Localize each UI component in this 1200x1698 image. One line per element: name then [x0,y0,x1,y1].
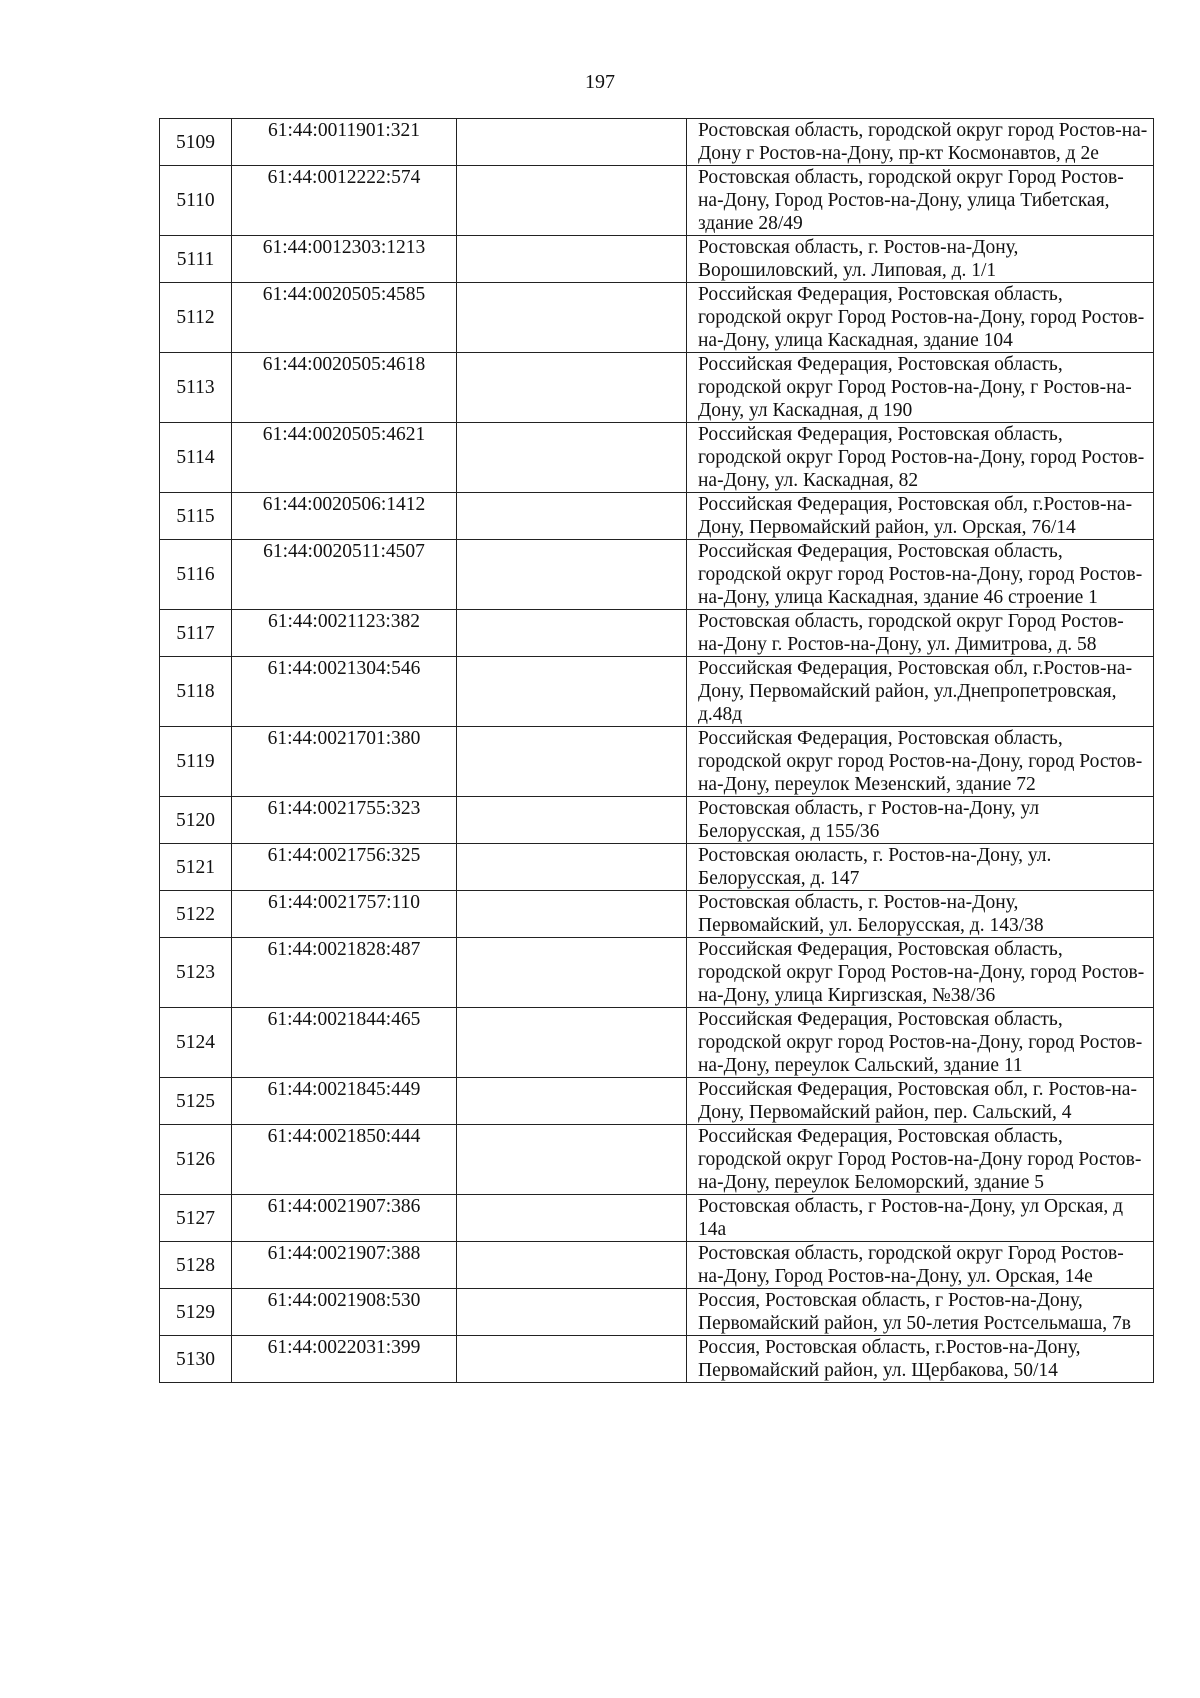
row-number-cell: 5119 [160,727,232,797]
row-number-cell: 5127 [160,1195,232,1242]
cadastral-number-cell: 61:44:0021844:465 [232,1008,457,1078]
page-number: 197 [585,71,615,93]
table-row [160,166,1154,236]
row-number-cell: 5110 [160,166,232,236]
table-row [160,610,1154,657]
row-number-cell: 5126 [160,1125,232,1195]
cadastral-number-cell: 61:44:0021850:444 [232,1125,457,1195]
empty-cell [457,610,687,657]
cadastral-number-cell: 61:44:0021845:449 [232,1078,457,1125]
table-row [160,1242,1154,1289]
address-cell: Ростовская область, городской округ Город Ростов-на-Дону, Город Ростов-на-Дону, улица Тибетская, здание 28/49 [687,166,1154,236]
registry-table-body [160,119,1154,1383]
row-number-cell: 5122 [160,891,232,938]
address-cell: Россия, Ростовская область, г.Ростов-на-Дону, Первомайский район, ул. Щербакова, 50/14 [687,1336,1154,1383]
empty-cell [457,938,687,1008]
cadastral-number-cell: 61:44:0011901:321 [232,119,457,166]
cadastral-number-cell: 61:44:0021908:530 [232,1289,457,1336]
table-row [160,797,1154,844]
address-cell: Российская Федерация, Ростовская область, городской округ Город Ростов-на-Дону, город Ростов-на-Дону, ул. Каскадная, 82 [687,423,1154,493]
row-number-cell: 5115 [160,493,232,540]
empty-cell [457,236,687,283]
table-row [160,283,1154,353]
address-cell: Российская Федерация, Ростовская обл, г.Ростов-на-Дону, Первомайский район, ул.Днепропетровская, д.48д [687,657,1154,727]
empty-cell [457,657,687,727]
table-row [160,1289,1154,1336]
empty-cell [457,797,687,844]
table-row [160,891,1154,938]
empty-cell [457,844,687,891]
address-cell: Российская Федерация, Ростовская область, городской округ Город Ростов-на-Дону, город Ростов-на-Дону, улица Каскадная, здание 104 [687,283,1154,353]
table-row [160,236,1154,283]
table-row [160,540,1154,610]
row-number-cell: 5118 [160,657,232,727]
address-cell: Российская Федерация, Ростовская область, городской округ Город Ростов-на-Дону, город Ростов-на-Дону, улица Киргизская, №38/36 [687,938,1154,1008]
address-cell: Ростовская область, г. Ростов-на-Дону, Ворошиловский, ул. Липовая, д. 1/1 [687,236,1154,283]
row-number-cell: 5117 [160,610,232,657]
empty-cell [457,1289,687,1336]
cadastral-number-cell: 61:44:0020511:4507 [232,540,457,610]
table-row [160,493,1154,540]
row-number-cell: 5114 [160,423,232,493]
empty-cell [457,1242,687,1289]
row-number-cell: 5113 [160,353,232,423]
cadastral-number-cell: 61:44:0020505:4621 [232,423,457,493]
empty-cell [457,353,687,423]
address-cell: Ростовская область, г. Ростов-на-Дону, Первомайский, ул. Белорусская, д. 143/38 [687,891,1154,938]
table-row [160,1125,1154,1195]
cadastral-number-cell: 61:44:0020506:1412 [232,493,457,540]
cadastral-number-cell: 61:44:0020505:4618 [232,353,457,423]
table-row [160,727,1154,797]
empty-cell [457,891,687,938]
address-cell: Российская Федерация, Ростовская обл, г. Ростов-на-Дону, Первомайский район, пер. Сальский, 4 [687,1078,1154,1125]
table-row [160,119,1154,166]
empty-cell [457,1008,687,1078]
table-row [160,657,1154,727]
address-cell: Россия, Ростовская область, г Ростов-на-Дону, Первомайский район, ул 50-летия Ростсельмаша, 7в [687,1289,1154,1336]
address-cell: Ростовская оюласть, г. Ростов-на-Дону, ул. Белорусская, д. 147 [687,844,1154,891]
address-cell: Российская Федерация, Ростовская область, городской округ Город Ростов-на-Дону, г Ростов-на-Дону, ул Каскадная, д 190 [687,353,1154,423]
empty-cell [457,1336,687,1383]
table-row [160,938,1154,1008]
cadastral-number-cell: 61:44:0021701:380 [232,727,457,797]
cadastral-number-cell: 61:44:0012303:1213 [232,236,457,283]
table-row [160,353,1154,423]
table-row [160,844,1154,891]
cadastral-number-cell: 61:44:0021757:110 [232,891,457,938]
address-cell: Ростовская область, городской округ Город Ростов-на-Дону, Город Ростов-на-Дону, ул. Орская, 14е [687,1242,1154,1289]
row-number-cell: 5120 [160,797,232,844]
address-cell: Российская Федерация, Ростовская обл, г.Ростов-на-Дону, Первомайский район, ул. Орская, 76/14 [687,493,1154,540]
cadastral-number-cell: 61:44:0021907:386 [232,1195,457,1242]
empty-cell [457,423,687,493]
cadastral-number-cell: 61:44:0021755:323 [232,797,457,844]
empty-cell [457,283,687,353]
address-cell: Российская Федерация, Ростовская область, городской округ город Ростов-на-Дону, город Ростов-на-Дону, переулок Мезенский, здание 72 [687,727,1154,797]
registry-table [159,118,1154,1383]
row-number-cell: 5124 [160,1008,232,1078]
empty-cell [457,1078,687,1125]
cadastral-number-cell: 61:44:0022031:399 [232,1336,457,1383]
address-cell: Российская Федерация, Ростовская область, городской округ город Ростов-на-Дону, город Ростов-на-Дону, улица Каскадная, здание 46 строение 1 [687,540,1154,610]
empty-cell [457,1195,687,1242]
table-row [160,1336,1154,1383]
row-number-cell: 5121 [160,844,232,891]
row-number-cell: 5125 [160,1078,232,1125]
address-cell: Российская Федерация, Ростовская область, городской округ город Ростов-на-Дону, город Ростов-на-Дону, переулок Сальский, здание 11 [687,1008,1154,1078]
empty-cell [457,540,687,610]
table-row [160,1008,1154,1078]
address-cell: Российская Федерация, Ростовская область, городской округ Город Ростов-на-Дону город Ростов-на-Дону, переулок Беломорский, здание 5 [687,1125,1154,1195]
cadastral-number-cell: 61:44:0021304:546 [232,657,457,727]
cadastral-number-cell: 61:44:0021756:325 [232,844,457,891]
address-cell: Ростовская область, городской округ Город Ростов-на-Дону г. Ростов-на-Дону, ул. Димитрова, д. 58 [687,610,1154,657]
empty-cell [457,166,687,236]
cadastral-number-cell: 61:44:0021123:382 [232,610,457,657]
row-number-cell: 5112 [160,283,232,353]
address-cell: Ростовская область, г Ростов-на-Дону, ул Орская, д 14а [687,1195,1154,1242]
row-number-cell: 5111 [160,236,232,283]
cadastral-number-cell: 61:44:0021828:487 [232,938,457,1008]
table-row [160,423,1154,493]
table-row [160,1195,1154,1242]
row-number-cell: 5128 [160,1242,232,1289]
cadastral-number-cell: 61:44:0020505:4585 [232,283,457,353]
empty-cell [457,493,687,540]
row-number-cell: 5129 [160,1289,232,1336]
address-cell: Ростовская область, городской округ город Ростов-на-Дону г Ростов-на-Дону, пр-кт Космонавтов, д 2е [687,119,1154,166]
empty-cell [457,119,687,166]
row-number-cell: 5123 [160,938,232,1008]
cadastral-number-cell: 61:44:0021907:388 [232,1242,457,1289]
cadastral-number-cell: 61:44:0012222:574 [232,166,457,236]
row-number-cell: 5109 [160,119,232,166]
table-row [160,1078,1154,1125]
empty-cell [457,727,687,797]
row-number-cell: 5130 [160,1336,232,1383]
address-cell: Ростовская область, г Ростов-на-Дону, ул Белорусская, д 155/36 [687,797,1154,844]
row-number-cell: 5116 [160,540,232,610]
empty-cell [457,1125,687,1195]
